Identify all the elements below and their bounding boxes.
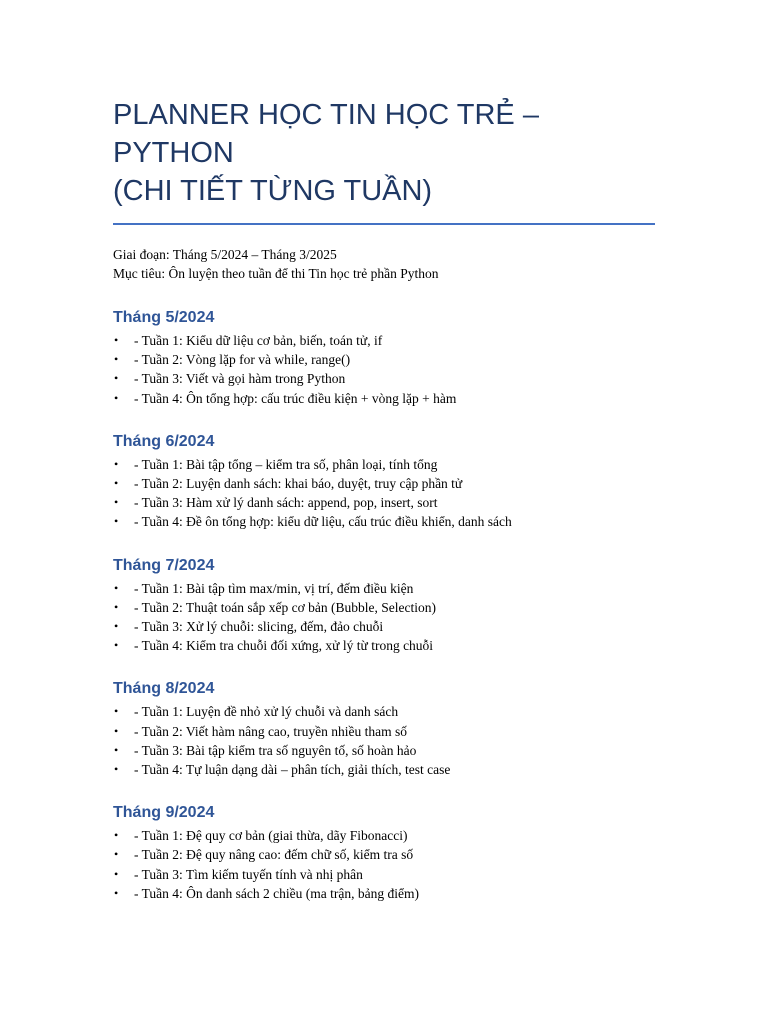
bullet-icon: • — [114, 723, 119, 738]
list-item — [113, 350, 655, 369]
document-title — [113, 96, 655, 210]
bullet-icon: • — [114, 371, 119, 386]
month-section — [113, 679, 655, 779]
week-text: - Tuần 3: Viết và gọi hàm trong Python — [134, 371, 346, 387]
list-item — [113, 493, 655, 512]
list-item — [113, 389, 655, 408]
list-item — [113, 455, 655, 474]
month-sections — [113, 308, 655, 903]
month-section — [113, 308, 655, 408]
bullet-icon: • — [114, 333, 119, 347]
bullet-icon: • — [114, 866, 119, 881]
title-divider — [113, 223, 655, 225]
list-item — [113, 884, 655, 903]
week-list — [113, 331, 655, 408]
month-heading: Tháng 8/2024 — [113, 680, 215, 698]
bullet-icon: • — [114, 638, 119, 653]
week-text: - Tuần 2: Viết hàm nâng cao, truyền nhiều tham số — [134, 723, 408, 739]
bullet-icon: • — [114, 495, 119, 510]
week-text: - Tuần 3: Bài tập kiểm tra số nguyên tố, số hoàn hảo — [134, 742, 417, 758]
bullet-icon: • — [114, 390, 119, 405]
bullet-icon: • — [114, 580, 119, 595]
week-text: - Tuần 2: Vòng lặp for và while, range() — [134, 352, 351, 368]
bullet-icon: • — [114, 704, 119, 719]
list-item — [113, 845, 655, 864]
list-item — [113, 826, 655, 845]
week-text: - Tuần 2: Luyện danh sách: khai báo, duyệt, truy cập phần tử — [134, 476, 463, 492]
list-item — [113, 579, 655, 598]
week-list — [113, 579, 655, 656]
week-list — [113, 826, 655, 903]
month-section — [113, 803, 655, 903]
list-item — [113, 331, 655, 350]
week-text: - Tuần 4: Kiểm tra chuỗi đối xứng, xử lý từ trong chuỗi — [134, 638, 434, 654]
list-item — [113, 512, 655, 531]
month-heading: Tháng 7/2024 — [113, 556, 215, 574]
bullet-icon: • — [114, 476, 119, 491]
month-section — [113, 432, 655, 532]
title-line-2: (CHI TIẾT TỪNG TUẦN) — [113, 175, 433, 207]
week-text: - Tuần 4: Tự luận dạng dài – phân tích, giải thích, test case — [134, 762, 451, 778]
month-heading: Tháng 9/2024 — [113, 804, 215, 822]
list-item — [113, 474, 655, 493]
bullet-icon: • — [114, 456, 119, 471]
bullet-icon: • — [114, 828, 119, 843]
week-list — [113, 455, 655, 532]
week-text: - Tuần 3: Hàm xử lý danh sách: append, pop, insert, sort — [134, 495, 438, 511]
list-item — [113, 617, 655, 636]
week-text: - Tuần 4: Đề ôn tổng hợp: kiểu dữ liệu, cấu trúc điều khiển, danh sách — [134, 514, 512, 530]
week-text: - Tuần 3: Tìm kiếm tuyến tính và nhị phân — [134, 866, 363, 882]
bullet-icon: • — [114, 847, 119, 862]
list-item — [113, 369, 655, 388]
week-text: - Tuần 1: Luyện đề nhỏ xử lý chuỗi và danh sách — [134, 704, 399, 720]
week-text: - Tuần 1: Bài tập tìm max/min, vị trí, đếm điều kiện — [134, 580, 414, 596]
bullet-icon: • — [114, 885, 119, 900]
week-text: - Tuần 2: Đệ quy nâng cao: đếm chữ số, kiểm tra số — [134, 847, 414, 863]
month-heading: Tháng 5/2024 — [113, 309, 215, 326]
title-line-1: PLANNER HỌC TIN HỌC TRẺ – PYTHON — [113, 99, 539, 169]
list-item — [113, 722, 655, 741]
goal-text: Mục tiêu: Ôn luyện theo tuần để thi Tin học trẻ phần Python — [113, 266, 439, 281]
bullet-icon: • — [114, 742, 119, 757]
list-item — [113, 865, 655, 884]
week-text: - Tuần 4: Ôn danh sách 2 chiều (ma trận, bảng điểm) — [134, 885, 419, 901]
bullet-icon: • — [114, 599, 119, 614]
week-text: - Tuần 4: Ôn tổng hợp: cấu trúc điều kiện + vòng lặp + hàm — [134, 390, 457, 406]
list-item — [113, 741, 655, 760]
period-text: Giai đoạn: Tháng 5/2024 – Tháng 3/2025 — [113, 247, 337, 262]
week-list — [113, 702, 655, 779]
week-text: - Tuần 2: Thuật toán sắp xếp cơ bản (Bubble, Selection) — [134, 599, 436, 615]
document-page — [113, 96, 655, 903]
week-text: - Tuần 1: Bài tập tổng – kiểm tra số, phân loại, tính tổng — [134, 456, 438, 472]
week-text: - Tuần 3: Xử lý chuỗi: slicing, đếm, đảo chuỗi — [134, 619, 384, 635]
document-meta — [113, 245, 655, 283]
bullet-icon: • — [114, 514, 119, 529]
bullet-icon: • — [114, 619, 119, 634]
list-item — [113, 702, 655, 721]
week-text: - Tuần 1: Đệ quy cơ bản (giai thừa, dãy Fibonacci) — [134, 828, 408, 844]
list-item — [113, 636, 655, 655]
list-item — [113, 598, 655, 617]
bullet-icon: • — [114, 762, 119, 777]
month-section — [113, 556, 655, 656]
month-heading: Tháng 6/2024 — [113, 432, 215, 450]
list-item — [113, 760, 655, 779]
bullet-icon: • — [114, 352, 119, 367]
week-text: - Tuần 1: Kiểu dữ liệu cơ bản, biến, toán tử, if — [134, 333, 383, 348]
